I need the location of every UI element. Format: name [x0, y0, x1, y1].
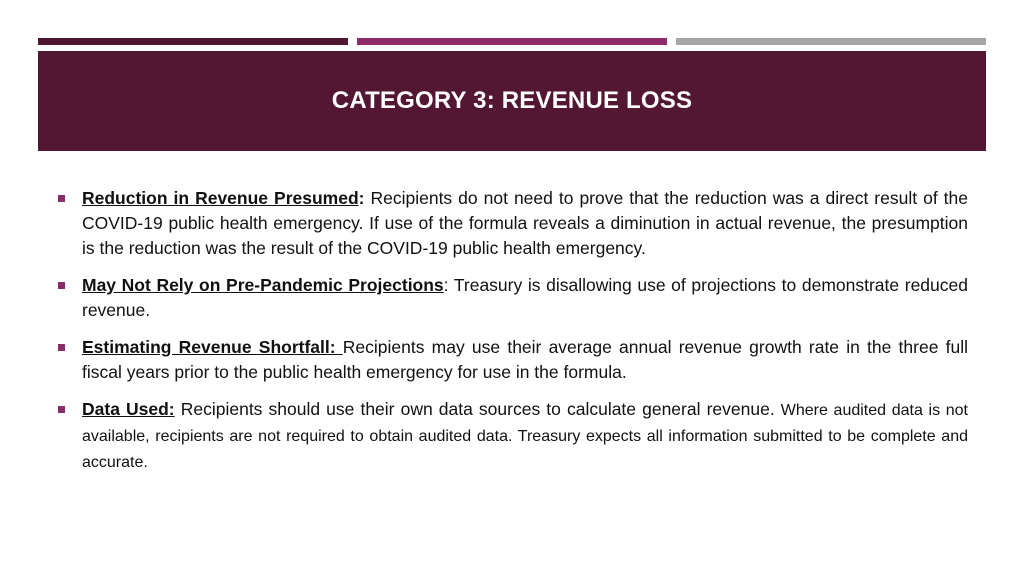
bullet-heading: May Not Rely on Pre-Pandemic Projections [82, 275, 444, 295]
bullet-item [58, 397, 968, 475]
bullet-item [58, 186, 968, 261]
square-bullet-icon [58, 195, 65, 202]
bullet-text: Recipients may use their average annual revenue growth rate in the three full fiscal years prior to the public health emergency for use in the formula. [82, 337, 968, 382]
bullet-heading: Estimating Revenue Shortfall: [82, 337, 343, 357]
accent-bar-gray [676, 38, 986, 45]
accent-bar-magenta [357, 38, 667, 45]
square-bullet-icon [58, 282, 65, 289]
square-bullet-icon [58, 406, 65, 413]
bullet-heading-colon: : [358, 188, 365, 208]
bullet-heading: Reduction in Revenue Presumed [82, 188, 359, 208]
accent-bar-dark [38, 38, 348, 45]
bullet-heading: Data Used: [82, 399, 175, 419]
slide-title: CATEGORY 3: REVENUE LOSS [331, 87, 693, 114]
bullet-text: Recipients should use their own data sources to calculate general revenue. [174, 399, 781, 419]
title-band [38, 51, 986, 151]
bullet-list [58, 186, 968, 487]
square-bullet-icon [58, 344, 65, 351]
top-accent-bars [38, 38, 986, 46]
bullet-text: Recipients do not need to prove that the reduction was a direct result of the COVID-19 public health emergency. If use of the formula reveals a diminution in actual revenue, the presumption is the reduction was the result of the COVID-19 public health emergency. [82, 188, 968, 258]
bullet-item [58, 273, 968, 323]
bullet-item [58, 335, 968, 385]
bullet-small-text: Where audited data is not available, recipients are not required to obtain audited data. Treasury expects all information submitted to be complete and accurate. [82, 402, 968, 471]
bullet-text: : Treasury is disallowing use of projections to demonstrate reduced revenue. [82, 275, 968, 320]
